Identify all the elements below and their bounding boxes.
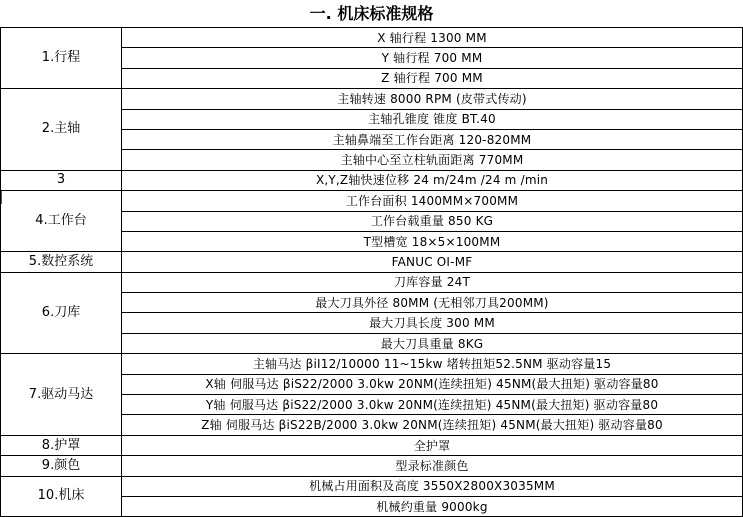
category-cell[interactable]: 6.刀库	[1, 272, 122, 354]
spec-cell[interactable]: Z轴 伺服马达 βiS22B/2000 3.0kw 20NM(连续扭矩) 45NM(最大扭矩) 驱动容量80	[122, 415, 743, 435]
spec-cell[interactable]: 全护罩	[122, 435, 743, 455]
spec-cell[interactable]: 机械占用面积及高度 3550X2800X3035MM	[122, 476, 743, 496]
category-cell[interactable]: 5.数控系统	[1, 252, 122, 272]
table-row	[1, 170, 743, 190]
spec-cell[interactable]: Z 轴行程 700 MM	[122, 68, 743, 88]
table-row	[1, 476, 743, 496]
category-cell[interactable]: 1.行程	[1, 28, 122, 89]
category-cell[interactable]: 9.颜色	[1, 456, 122, 476]
table-row	[1, 191, 743, 211]
table-row	[1, 252, 743, 272]
table-row	[1, 435, 743, 455]
spec-cell[interactable]: FANUC OI-MF	[122, 252, 743, 272]
table-row	[1, 272, 743, 292]
spec-cell[interactable]: T型槽宽 18×5×100MM	[122, 231, 743, 251]
spec-cell[interactable]: 主轴马达 βiI12/10000 11~15kw 堵转扭矩52.5NM 驱动容量15	[122, 354, 743, 374]
spec-cell[interactable]: 最大刀具外径 80MM (无相邻刀具200MM)	[122, 293, 743, 313]
page-title: 一. 机床标准规格	[309, 4, 434, 23]
spec-cell[interactable]: 刀库容量 24T	[122, 272, 743, 292]
category-cell[interactable]: 8.护罩	[1, 435, 122, 455]
table-row	[1, 89, 743, 109]
spec-cell[interactable]: 最大刀具重量 8KG	[122, 333, 743, 353]
category-cell[interactable]: 10.机床	[1, 476, 122, 517]
table-row	[1, 28, 743, 48]
table-row	[1, 354, 743, 374]
table-row	[1, 456, 743, 476]
spec-cell[interactable]: X,Y,Z轴快速位移 24 m/24m /24 m /min	[122, 170, 743, 190]
spec-cell[interactable]: 工作台面积 1400MM×700MM	[122, 191, 743, 211]
category-cell[interactable]: 3	[1, 170, 122, 190]
spec-table	[0, 27, 743, 517]
spec-cell[interactable]: 最大刀具长度 300 MM	[122, 313, 743, 333]
spec-cell[interactable]: 主轴孔锥度 锥度 BT.40	[122, 109, 743, 129]
spec-cell[interactable]: X轴 伺服马达 βiS22/2000 3.0kw 20NM(连续扭矩) 45NM(最大扭矩) 驱动容量80	[122, 374, 743, 394]
spec-cell[interactable]: X 轴行程 1300 MM	[122, 28, 743, 48]
category-cell[interactable]: 7.驱动马达	[1, 354, 122, 436]
category-cell[interactable]: 2.主轴	[1, 89, 122, 171]
spec-cell[interactable]: 主轴中心至立柱轨面距离 770MM	[122, 150, 743, 170]
spec-cell[interactable]: Y 轴行程 700 MM	[122, 48, 743, 68]
spec-cell[interactable]: 机械约重量 9000kg	[122, 496, 743, 516]
spec-cell[interactable]: 主轴鼻端至工作台距离 120-820MM	[122, 129, 743, 149]
category-cell[interactable]: 4.工作台	[1, 191, 122, 252]
spec-cell[interactable]: Y轴 伺服马达 βiS22/2000 3.0kw 20NM(连续扭矩) 45NM(最大扭矩) 驱动容量80	[122, 395, 743, 415]
spec-cell[interactable]: 型录标准颜色	[122, 456, 743, 476]
spec-cell[interactable]: 工作台载重量 850 KG	[122, 211, 743, 231]
spec-cell[interactable]: 主轴转速 8000 RPM (皮带式传动)	[122, 89, 743, 109]
